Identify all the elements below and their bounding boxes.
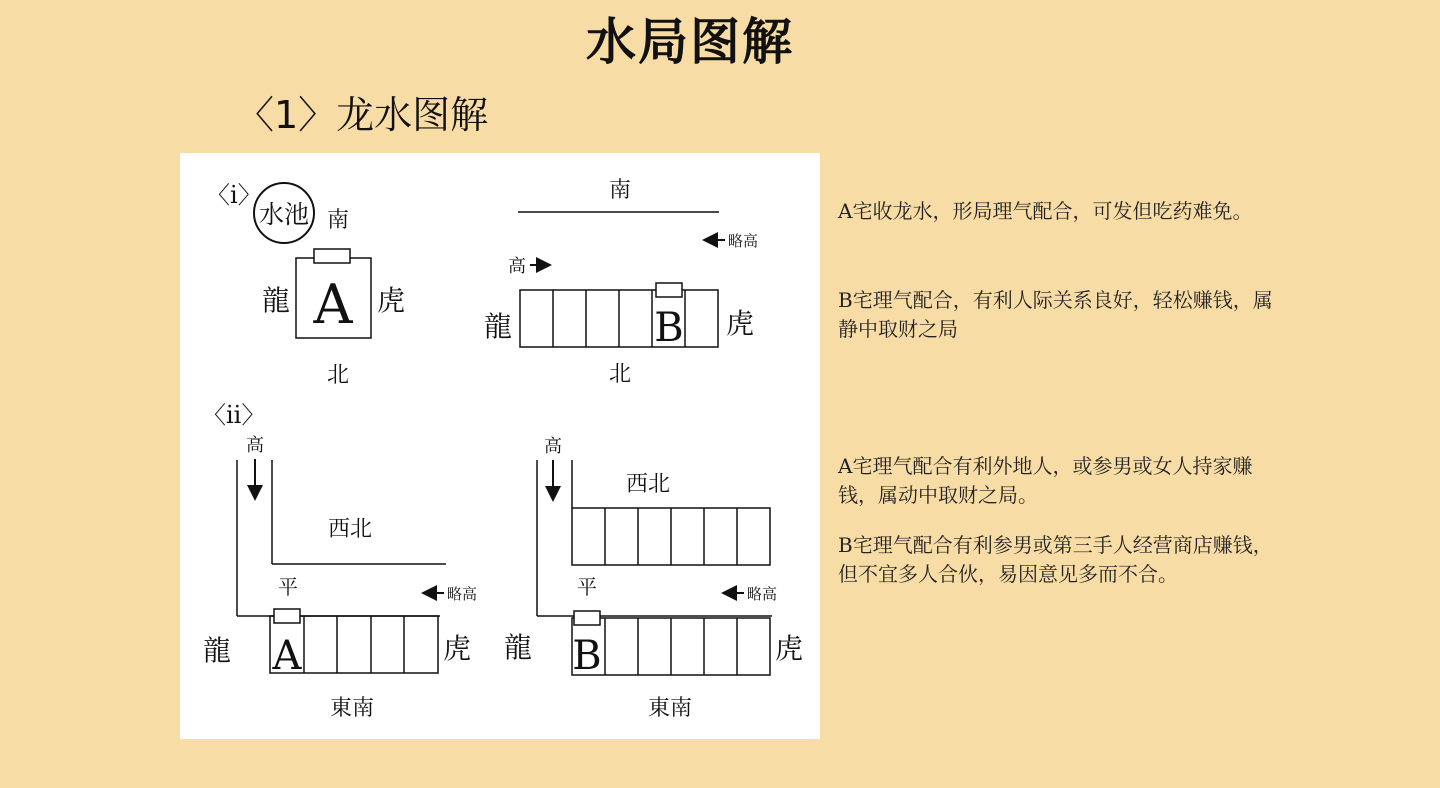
a2-high-label: 高 [246, 435, 264, 456]
b1-door-mark [656, 283, 682, 297]
description-b1: B宅理气配合，有利人际关系良好，轻松赚钱，属静中取财之局 [838, 288, 1273, 341]
description-a1: A宅收龙水，形局理气配合，可发但吃药难免。 [838, 199, 1253, 223]
section-i-label: 〈i〉 [206, 181, 262, 209]
b2-house-letter: B [572, 633, 602, 679]
b1-house-letter: B [654, 305, 684, 351]
b2-back-row [572, 508, 770, 565]
description-a2: A宅理气配合有利外地人，或参男或女人持家赚钱，属动中取财之局。 [838, 454, 1253, 507]
a1-tiger-label: 虎 [376, 284, 406, 317]
a1-south-label: 南 [326, 208, 350, 233]
a2-southeast-label: 東南 [329, 696, 375, 721]
water-diagram-panel [180, 153, 820, 739]
description-b2: B宅理气配合有利参男或第三手人经营商店赚钱，但不宜多人合伙，易因意见多而不合。 [838, 533, 1273, 586]
a2-dragon-label: 龍 [202, 634, 232, 667]
b1-dragon-label: 龍 [483, 310, 513, 343]
water-diagram [180, 153, 820, 739]
pool-label: 水池 [258, 200, 310, 229]
a2-tiger-label: 虎 [442, 632, 472, 665]
b2-high-label: 高 [544, 436, 562, 457]
a1-dragon-label: 龍 [261, 284, 291, 317]
a1-door-mark [314, 249, 350, 263]
a2-house-letter: A [272, 633, 302, 679]
a2-flat-label: 平 [278, 575, 298, 599]
a1-north-label: 北 [326, 363, 350, 388]
a2-door-mark [274, 609, 300, 623]
b1-house-row [520, 290, 718, 347]
a2-northwest-label: 西北 [327, 517, 373, 542]
b2-door-mark [574, 611, 600, 625]
b2-flat-label: 平 [577, 575, 597, 599]
b2-slightly-high-label: 略高 [747, 585, 778, 603]
b1-south-label: 南 [608, 178, 632, 203]
section-subtitle: 〈1〉龙水图解 [236, 93, 489, 137]
b1-slightly-high-label: 略高 [728, 232, 759, 250]
a1-house-letter: A [313, 273, 353, 336]
a2-slightly-high-label: 略高 [447, 585, 478, 603]
b2-dragon-label: 龍 [503, 631, 533, 664]
b2-southeast-label: 東南 [647, 696, 693, 721]
b2-northwest-label: 西北 [625, 472, 671, 497]
b1-north-label: 北 [608, 362, 632, 387]
b2-tiger-label: 虎 [774, 632, 804, 665]
b1-high-label: 高 [508, 256, 526, 277]
page-title: 水局图解 [586, 13, 794, 71]
b1-tiger-label: 虎 [725, 307, 755, 340]
section-ii-label: 〈ii〉 [202, 401, 266, 429]
